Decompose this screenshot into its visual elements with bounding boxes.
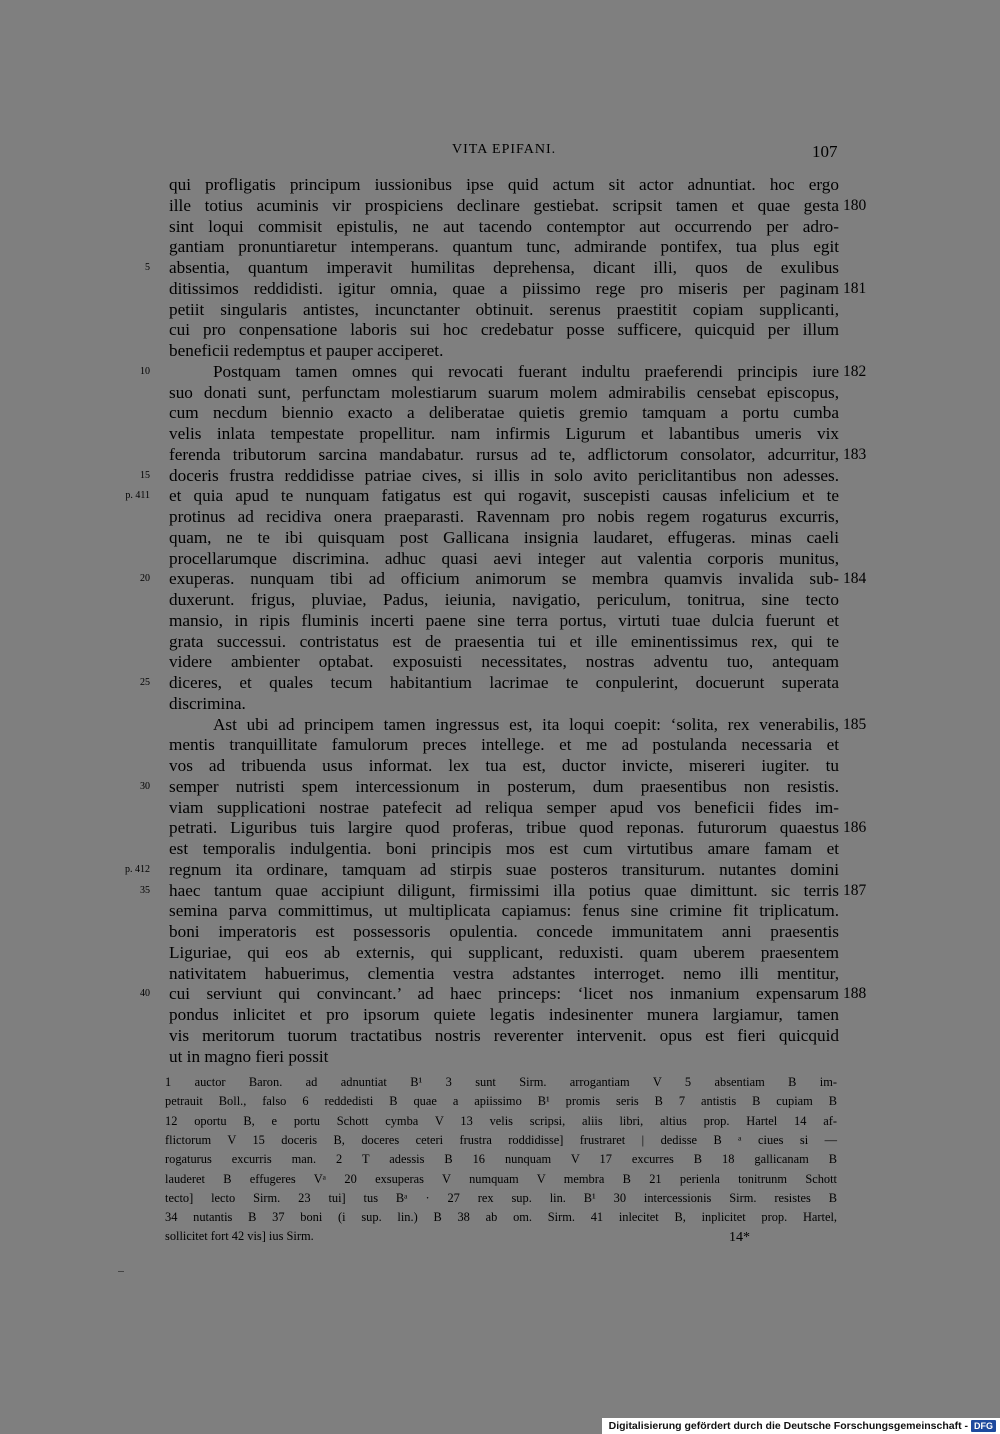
- edition-page-ref: p. 411: [125, 490, 150, 502]
- funding-footer: [602, 1418, 1000, 1434]
- text-line: cui serviunt qui convincant.’ ad haec princeps: ‘licet nos inmanium expensarum: [169, 984, 839, 1004]
- text-line: nativitatem habuerimus, clementia vestra adstantes interroget. nemo illi mentitur,: [169, 963, 839, 983]
- line-number: 15: [140, 469, 150, 481]
- text-line: petiit singularis antistes, incunctanter obtinuit. serenus praestitit copiam supplicanti,: [169, 299, 839, 319]
- text-line: absentia, quantum imperavit humilitas deprehensa, dicant illi, quos de exulibus: [169, 258, 839, 277]
- line-number: 10: [140, 365, 150, 377]
- section-number: 187: [843, 881, 867, 899]
- text-line: quam, ne te ibi quisquam post Gallicana insignia laudaret, effugeras. minas caeli: [169, 527, 839, 547]
- apparatus-line: rogaturus excurris man. 2 T adessis B 16 nunquam V 17 excurres B 18 gallicanam B: [165, 1152, 837, 1167]
- section-number: 180: [843, 196, 867, 214]
- page-number: 107: [812, 142, 838, 161]
- text-line: procellarumque discrimina. adhuc quasi aevi integer aut valentia corporis munitus,: [169, 548, 839, 568]
- text-line: mansio, in ripis fluminis incerti paene sine terra portus, virtuti tuae dulcia fuerunt et: [169, 610, 839, 630]
- line-number: 35: [140, 884, 150, 896]
- text-line: cui pro conpensatione laboris sui hoc credebatur posse sufficere, quicquid per illum: [169, 320, 839, 340]
- funding-credit: Digitalisierung gefördert durch die Deutsche Forschungsgemeinschaft -: [608, 1420, 968, 1432]
- text-line: ferenda tributorum sarcina mandabatur. rursus ad te, adflictorum consolator, adcurritur,: [169, 444, 839, 464]
- running-title: VITA EPIFANI.: [452, 142, 557, 157]
- text-line: protinus ad recidiva onera praeparasti. Ravennam pro nobis regem rogaturus excurris,: [169, 507, 839, 526]
- text-line: Ast ubi ad principem tamen ingressus est, ita loqui coepit: ‘solita, rex venerabilis,: [213, 714, 839, 734]
- text-line: grata successui. contristatus est de praesentia tui et ille eminentissimus rex, qui te: [169, 631, 839, 651]
- text-line: mentis tranquillitate famulorum preces intellege. et me ad postulanda necessaria et: [169, 735, 839, 755]
- text-line: petrati. Liguribus tuis largire quod proferas, tribue quod reponas. futurorum quaestus: [169, 818, 839, 838]
- section-number: 181: [843, 279, 867, 297]
- section-number: 182: [843, 362, 867, 380]
- text-line: sint loqui commisit epistulis, ne aut tacendo contemptor aut occurrendo per adro-: [169, 216, 839, 236]
- section-number: 183: [843, 445, 867, 463]
- text-line: videre ambienter optabat. exposuisti necessitates, nostras adventu tuo, antequam: [169, 652, 839, 672]
- text-line: Liguriae, qui eos ab externis, qui supplicant, reduxisti. quam uberem praesentem: [169, 942, 839, 962]
- text-line: duxerunt. frigus, pluviae, Padus, ieiunia, navigatio, periculum, tonitrua, sine tecto: [169, 590, 839, 609]
- line-number: 40: [140, 988, 150, 1000]
- apparatus-line: 34 nutantis B 37 boni (i sup. lin.) B 38 ab om. Sirm. 41 inlecitet B, inplicitet prop. Hartel,: [165, 1210, 837, 1225]
- text-line: ille totius acuminis vir prospiciens declinare gestiebat. scripsit tamen et quae gesta: [169, 195, 839, 215]
- section-number: 184: [843, 570, 867, 588]
- text-line: diceres, et quales tecum habitantium lacrimae te conpulerint, docuerunt superata: [169, 673, 839, 692]
- section-number: 186: [843, 819, 867, 837]
- edition-page-ref: p. 412: [125, 863, 150, 875]
- text-line: doceris frustra reddidisse patriae cives, si illis in solo avito periclitantibus non adesses.: [169, 465, 839, 485]
- text-line: exuperas. nunquam tibi ad officium animorum se membra quamvis invalida sub-: [169, 569, 839, 589]
- text-line: suo donati sunt, perfunctam molestiarum suarum molem admirabilis censebat episcopus,: [169, 382, 839, 402]
- signature-mark: 14*: [729, 1230, 750, 1245]
- line-number: 20: [140, 573, 150, 585]
- text-line: ditissimos reddidisti. igitur omnia, quae a piissimo rege pro miseris per paginam: [169, 278, 839, 298]
- text-line: velis inlata tempestate propellitur. nam infirmis Ligurum et labantibus umeris vix: [169, 424, 839, 443]
- text-line: vis meritorum tuorum tractatibus nostris reverenter intervenit. opus est fieri quicquid: [169, 1025, 839, 1045]
- text-line: vos ad tribuenda usus informat. lex tua est, ductor invicte, misereri iugiter. tu: [169, 756, 839, 775]
- apparatus-line: lauderet B effugeres Vᵃ 20 exsuperas V numquam V membra B 21 perienla tonitrunm Schott: [165, 1171, 837, 1186]
- page-header: [0, 142, 1000, 164]
- text-line: ut in magno fieri possit: [169, 1046, 329, 1066]
- text-line: regnum ita ordinare, tamquam ad stirpis suae posteros transiturum. nutantes domini: [169, 859, 839, 879]
- text-line: gantiam pronuntiaretur intemperans. quantum tunc, admirande pontifex, tua plus egit: [169, 237, 839, 257]
- apparatus-line: sollicitet fort 42 vis] ius Sirm.: [165, 1229, 314, 1244]
- text-line: viam supplicationi nostrae patefecit ad reliqua semper apud vos beneficii fides im-: [169, 797, 839, 817]
- text-line: qui profligatis principum iussionibus ipse quid actum sit actor adnuntiat. hoc ergo: [169, 175, 839, 194]
- text-line: cum necdum biennio exacto a deliberatae quietis gremio tamquam a portu cumba: [169, 403, 839, 423]
- text-line: et quia apud te nunquam fatigatus est qui rogavit, suscepisti causas infelicium et te: [169, 486, 839, 506]
- apparatus-line: 1 auctor Baron. ad adnuntiat B¹ 3 sunt Sirm. arrogantiam V 5 absentiam B im-: [165, 1075, 837, 1089]
- dfg-logo: DFG: [971, 1420, 996, 1432]
- section-number: 188: [843, 985, 867, 1003]
- section-number: 185: [843, 715, 867, 733]
- text-line: beneficii redemptus et pauper acciperet.: [169, 341, 444, 360]
- text-line: est temporalis indulgentia. boni principis mos est cum virtutibus amare famam et: [169, 839, 839, 858]
- scan-mark: [118, 1271, 124, 1272]
- text-line: pondus inlicitet et pro ipsorum quiete legatis indesinenter munera largiamur, tamen: [169, 1005, 839, 1024]
- apparatus-line: flictorum V 15 doceris B, doceres ceteri frustra roddidisse] frustraret | dedisse B ᵃ ciues si —: [165, 1132, 837, 1147]
- apparatus-line: petrauit Boll., falso 6 reddedisti B quae a apiissimo B¹ promis seris B 7 antistis B cupiam B: [165, 1094, 837, 1109]
- text-line: haec tantum quae accipiunt diligunt, firmissimi illa potius quae dimittunt. sic terris: [169, 880, 839, 900]
- text-line: discrimina.: [169, 693, 246, 713]
- line-number: 25: [140, 677, 150, 688]
- text-line: Postquam tamen omnes qui revocati fuerant indultu praeferendi principis iure: [213, 361, 839, 381]
- apparatus-line: tecto] lecto Sirm. 23 tui] tus Bᵃ · 27 rex sup. lin. B¹ 30 intercessionis Sirm. resistes B: [165, 1190, 837, 1205]
- line-number: 5: [145, 262, 150, 273]
- apparatus-line: 12 oportu B, e portu Schott cymba V 13 velis scripsi, aliis libri, altius prop. Hartel 14 af-: [165, 1113, 837, 1128]
- text-line: boni imperatoris est possessoris opulentia. concede immunitatem anni praesentis: [169, 922, 839, 941]
- line-number: 30: [140, 780, 150, 792]
- text-line: semper nutristi spem intercessionum in posterum, dum praesentibus non resistis.: [169, 776, 839, 796]
- text-line: semina parva committimus, ut multiplicata capiamus: fenus sine crimine fit triplicatum.: [169, 901, 839, 921]
